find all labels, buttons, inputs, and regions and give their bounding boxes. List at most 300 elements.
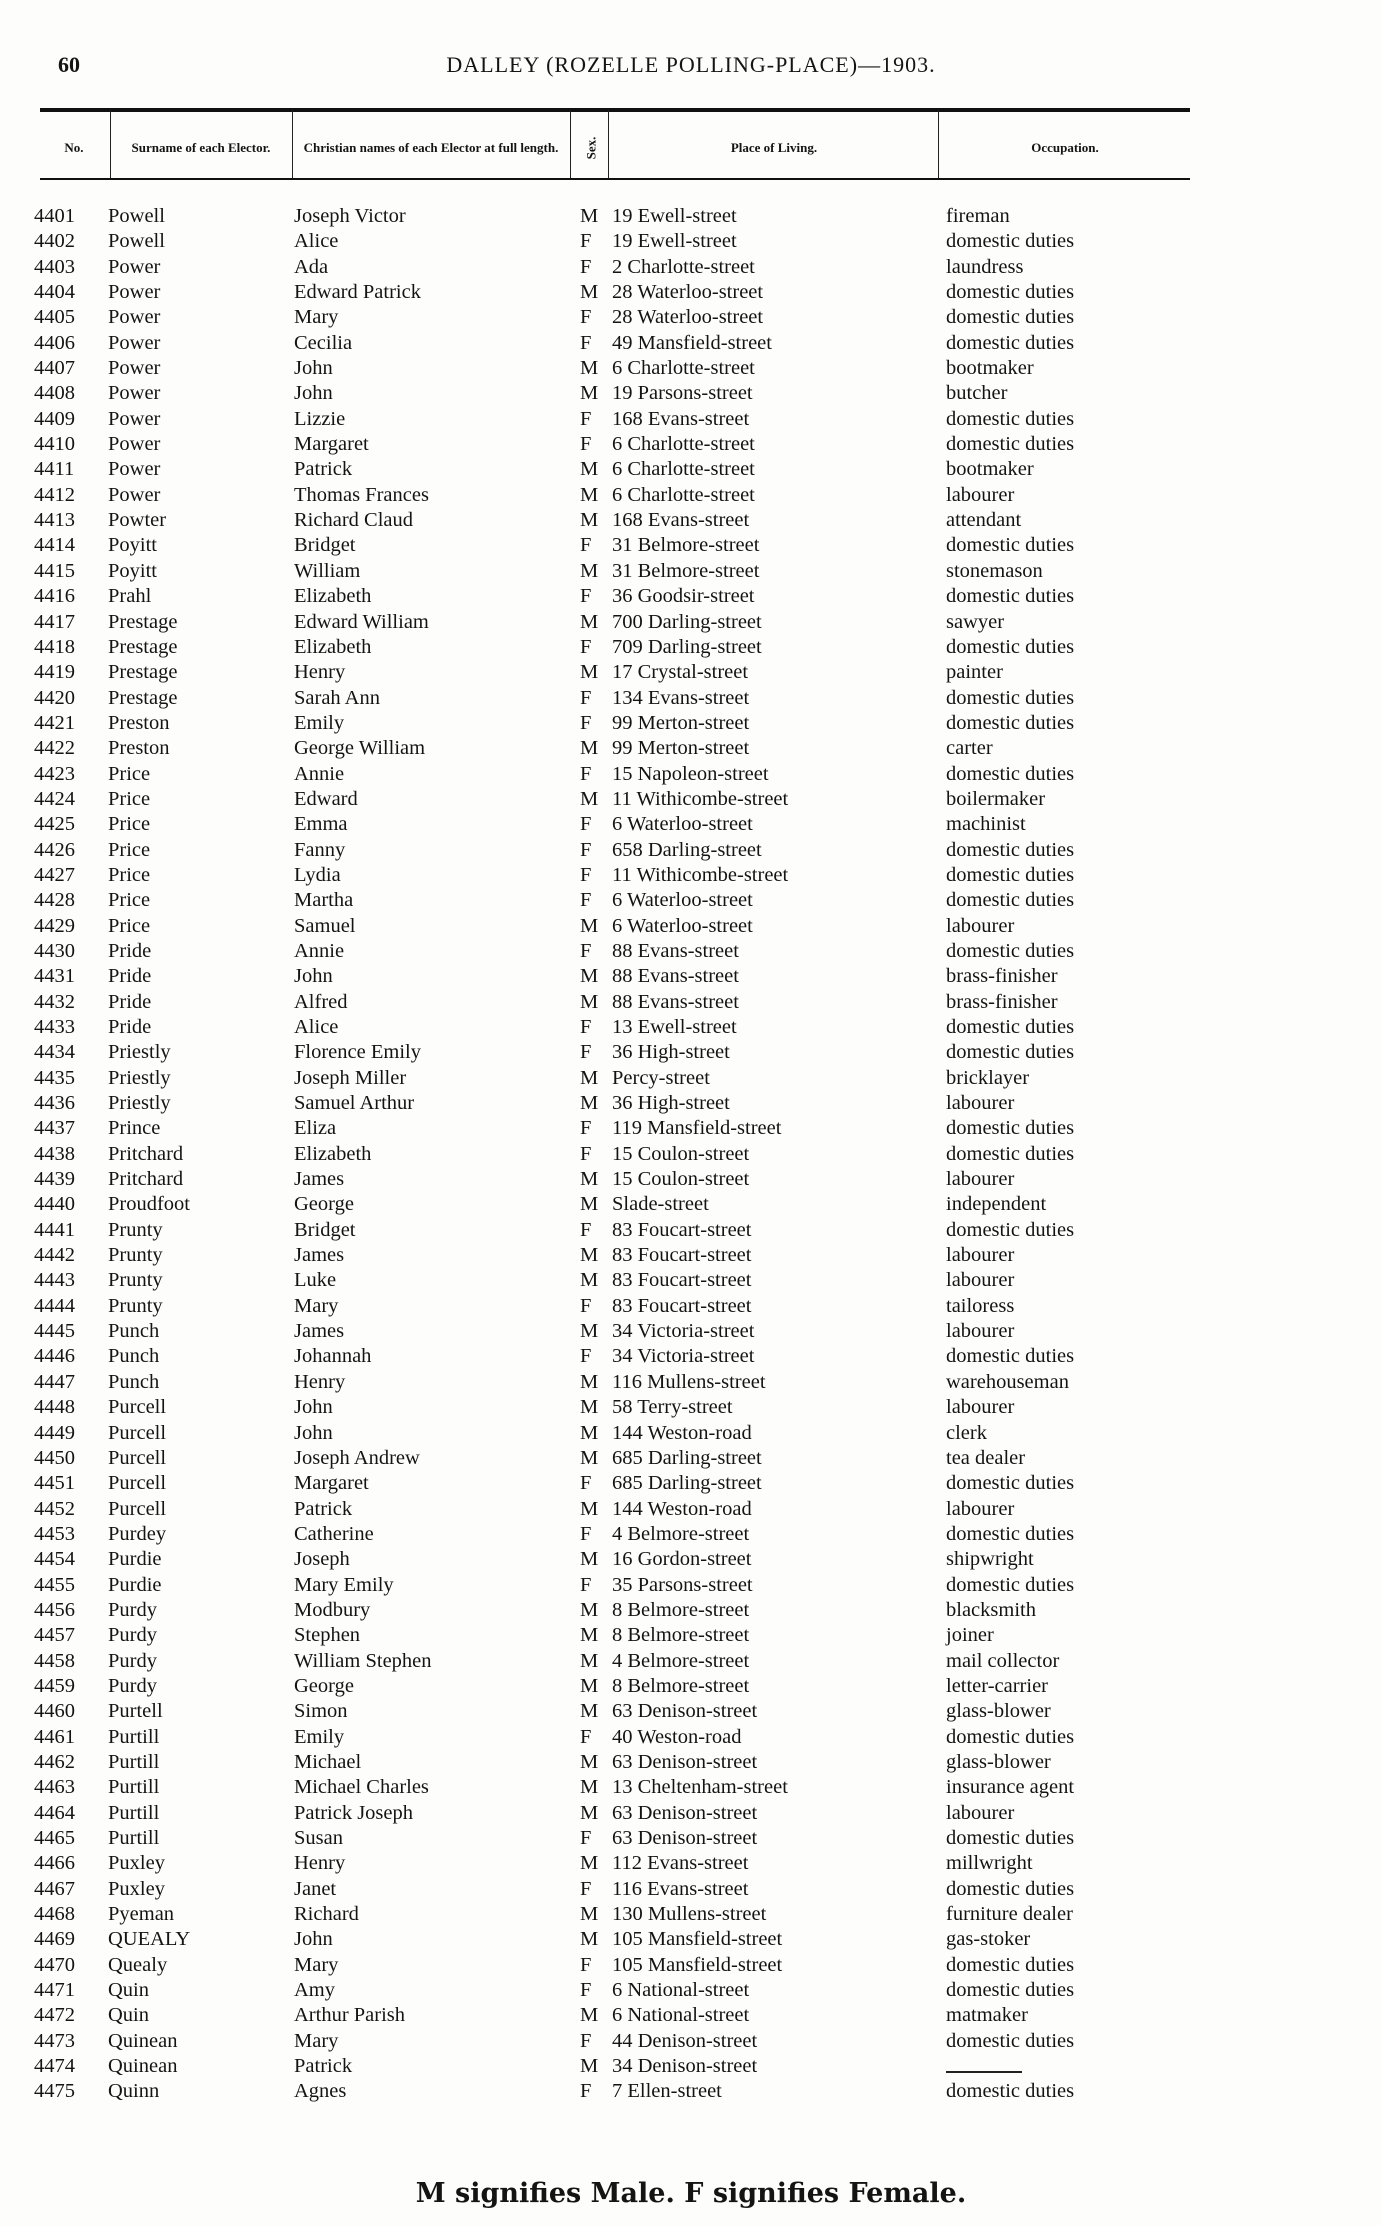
place-of-living: 685 Darling-street <box>612 1472 762 1495</box>
surname: Priestly <box>108 1092 171 1115</box>
place-of-living: 49 Mansfield-street <box>612 331 772 354</box>
place-of-living: 15 Coulon-street <box>612 1142 750 1165</box>
occupation: clerk <box>946 1421 987 1444</box>
place-of-living: 700 Darling-street <box>612 610 762 633</box>
occupation: furniture dealer <box>946 1903 1073 1926</box>
sex: F <box>580 433 592 456</box>
elector-number: 4459 <box>34 1674 75 1697</box>
occupation <box>946 2054 1022 2079</box>
table-row <box>0 863 1382 888</box>
christian-names: Arthur Parish <box>294 2004 406 2027</box>
christian-names: Margaret <box>294 1472 369 1495</box>
table-row <box>0 1750 1382 1775</box>
elector-number: 4408 <box>34 382 75 405</box>
place-of-living: 34 Denison-street <box>612 2055 758 2078</box>
surname: Prestage <box>108 686 178 709</box>
occupation: domestic duties <box>946 407 1075 430</box>
surname: Punch <box>108 1345 160 1368</box>
christian-names: Mary Emily <box>294 1573 394 1596</box>
christian-names: George <box>294 1674 354 1697</box>
elector-table <box>0 204 1382 2105</box>
sex: M <box>580 2055 599 2078</box>
surname: Quealy <box>108 1953 168 1976</box>
surname: Power <box>108 407 161 430</box>
christian-names: Martha <box>294 889 354 912</box>
place-of-living: 63 Denison-street <box>612 1827 758 1849</box>
table-row <box>0 1116 1382 1141</box>
occupation: carter <box>946 737 993 760</box>
elector-number: 4401 <box>34 205 75 227</box>
elector-number: 4466 <box>34 1852 75 1875</box>
elector-number: 4407 <box>34 357 75 380</box>
elector-number: 4423 <box>34 762 75 785</box>
footer-legend: M signifies Male. F signifies Female. <box>415 2178 967 2209</box>
elector-number: 4472 <box>34 2004 75 2027</box>
table-row <box>0 1015 1382 1040</box>
header-rule-bottom <box>40 178 1190 180</box>
occupation: domestic duties <box>946 1953 1075 1976</box>
elector-number: 4415 <box>34 559 75 582</box>
table-row <box>0 1446 1382 1471</box>
sex: M <box>580 1446 599 1469</box>
place-of-living: 105 Mansfield-street <box>612 1928 783 1951</box>
place-of-living: 8 Belmore-street <box>612 1598 750 1621</box>
sex: F <box>580 1522 592 1545</box>
table-row <box>0 1395 1382 1420</box>
surname: Powter <box>108 509 167 532</box>
surname: Puxley <box>108 1877 165 1900</box>
occupation: laundress <box>946 255 1024 278</box>
table-row <box>0 1218 1382 1243</box>
table-row <box>0 635 1382 660</box>
occupation: machinist <box>946 813 1026 836</box>
sex: F <box>580 1877 592 1900</box>
sex: M <box>580 483 599 506</box>
christian-names: Johannah <box>294 1345 372 1368</box>
christian-names: James <box>294 1244 345 1267</box>
christian-names: Edward William <box>294 610 429 633</box>
sex: M <box>580 787 599 810</box>
sex: F <box>580 813 592 836</box>
occupation: independent <box>946 1193 1047 1216</box>
christian-names: John <box>294 382 333 405</box>
place-of-living: 16 Gordon-street <box>612 1548 752 1571</box>
christian-names: Annie <box>294 939 345 962</box>
sex: M <box>580 1852 599 1875</box>
christian-names: Catherine <box>294 1522 374 1545</box>
surname: Pritchard <box>108 1168 184 1191</box>
elector-number: 4422 <box>34 737 75 760</box>
occupation: labourer <box>946 1269 1015 1292</box>
sex: F <box>580 2080 592 2103</box>
christian-names: Alfred <box>294 990 348 1013</box>
surname: Pride <box>108 965 152 988</box>
sex: F <box>580 1953 592 1976</box>
elector-number: 4444 <box>34 1294 75 1317</box>
sex: M <box>580 1700 599 1723</box>
sex: M <box>580 1066 599 1089</box>
occupation: domestic duties <box>946 838 1075 861</box>
christian-names: Patrick <box>294 1497 353 1520</box>
christian-names: Eliza <box>294 1117 337 1140</box>
sex: M <box>580 1269 599 1292</box>
table-row <box>0 1623 1382 1648</box>
sex: F <box>580 1345 592 1368</box>
christian-names: James <box>294 1168 345 1191</box>
place-of-living: 28 Waterloo-street <box>612 306 764 329</box>
surname: Purtill <box>108 1801 160 1824</box>
christian-names: Alice <box>294 1016 339 1038</box>
surname: Quin <box>108 2004 149 2027</box>
surname: Proudfoot <box>108 1193 190 1216</box>
sex: F <box>580 686 592 709</box>
elector-number: 4443 <box>34 1269 75 1292</box>
surname: Purdy <box>108 1649 157 1672</box>
sex: M <box>580 990 599 1013</box>
occupation: labourer <box>946 1092 1015 1115</box>
table-row <box>0 559 1382 584</box>
elector-number: 4433 <box>34 1016 75 1038</box>
sex: M <box>580 1903 599 1926</box>
christian-names: Mary <box>294 1953 339 1976</box>
surname: Purdy <box>108 1674 157 1697</box>
sex: M <box>580 1421 599 1444</box>
elector-number: 4469 <box>34 1928 75 1951</box>
column-header-occupation: Occupation. <box>1031 140 1099 155</box>
place-of-living: 112 Evans-street <box>612 1852 749 1875</box>
column-divider <box>292 110 293 178</box>
occupation: insurance agent <box>946 1776 1075 1799</box>
christian-names: Patrick <box>294 458 353 481</box>
surname: Purtill <box>108 1827 160 1849</box>
christian-names: Modbury <box>294 1598 371 1621</box>
sex: F <box>580 1573 592 1596</box>
elector-number: 4436 <box>34 1092 75 1115</box>
elector-number: 4465 <box>34 1827 75 1849</box>
elector-number: 4468 <box>34 1903 75 1926</box>
occupation: domestic duties <box>946 1979 1075 2002</box>
table-row <box>0 1268 1382 1293</box>
place-of-living: 13 Ewell-street <box>612 1016 737 1038</box>
table-row <box>0 407 1382 432</box>
occupation: attendant <box>946 509 1022 532</box>
occupation: sawyer <box>946 610 1005 633</box>
occupation: domestic duties <box>946 433 1075 456</box>
christian-names: Mary <box>294 1294 339 1317</box>
elector-number: 4446 <box>34 1345 75 1368</box>
sex: M <box>580 1370 599 1393</box>
surname: Prunty <box>108 1218 163 1241</box>
christian-names: Emma <box>294 813 348 836</box>
christian-names: Elizabeth <box>294 1142 372 1165</box>
elector-number: 4438 <box>34 1142 75 1165</box>
elector-number: 4413 <box>34 509 75 532</box>
sex: F <box>580 1218 592 1241</box>
occupation: labourer <box>946 914 1015 937</box>
elector-number: 4429 <box>34 914 75 937</box>
place-of-living: 28 Waterloo-street <box>612 281 764 304</box>
sex: M <box>580 281 599 304</box>
table-row <box>0 964 1382 989</box>
place-of-living: 116 Evans-street <box>612 1877 749 1900</box>
elector-number: 4450 <box>34 1446 75 1469</box>
sex: F <box>580 2029 592 2052</box>
elector-number: 4464 <box>34 1801 75 1824</box>
surname: Prestage <box>108 635 178 658</box>
occupation: domestic duties <box>946 939 1075 962</box>
sex: M <box>580 1928 599 1951</box>
christian-names: Cecilia <box>294 331 353 354</box>
table-row <box>0 229 1382 254</box>
table-row <box>0 381 1382 406</box>
occupation: labourer <box>946 1396 1015 1419</box>
sex: M <box>580 509 599 532</box>
christian-names: Sarah Ann <box>294 686 380 709</box>
elector-number: 4452 <box>34 1497 75 1520</box>
table-row <box>0 1040 1382 1065</box>
elector-number: 4406 <box>34 331 75 354</box>
surname: Powell <box>108 230 165 253</box>
table-row <box>0 1066 1382 1091</box>
place-of-living: 34 Victoria-street <box>612 1320 755 1343</box>
table-row <box>0 939 1382 964</box>
occupation: labourer <box>946 1168 1015 1191</box>
place-of-living: 15 Napoleon-street <box>612 762 769 785</box>
occupation: matmaker <box>946 2004 1028 2027</box>
place-of-living: 19 Ewell-street <box>612 205 737 227</box>
occupation: bootmaker <box>946 458 1034 481</box>
sex: M <box>580 559 599 582</box>
sex: F <box>580 1294 592 1317</box>
table-row <box>0 1547 1382 1572</box>
surname: Power <box>108 331 161 354</box>
place-of-living: 19 Ewell-street <box>612 230 737 253</box>
surname: Power <box>108 281 161 304</box>
christian-names: Bridget <box>294 1218 356 1241</box>
occupation: boilermaker <box>946 787 1046 810</box>
christian-names: Margaret <box>294 433 369 456</box>
surname: Poyitt <box>108 559 157 582</box>
table-row <box>0 1978 1382 2003</box>
occupation: domestic duties <box>946 331 1075 354</box>
place-of-living: 11 Withicombe-street <box>612 787 789 810</box>
elector-number: 4411 <box>34 458 75 481</box>
christian-names: William Stephen <box>294 1649 432 1672</box>
occupation: labourer <box>946 1497 1015 1520</box>
table-row <box>0 787 1382 812</box>
surname: Priestly <box>108 1041 171 1064</box>
place-of-living: Percy-street <box>612 1066 710 1089</box>
place-of-living: 35 Parsons-street <box>612 1573 753 1596</box>
sex: M <box>580 1649 599 1672</box>
christian-names: Joseph Miller <box>294 1066 407 1089</box>
sex: M <box>580 737 599 760</box>
surname: Prunty <box>108 1244 163 1267</box>
occupation: blacksmith <box>946 1598 1036 1621</box>
column-header-christian: Christian names of each Elector at full length. <box>303 140 559 155</box>
table-row <box>0 1471 1382 1496</box>
christian-names: Emily <box>294 1725 345 1748</box>
table-row <box>0 888 1382 913</box>
surname: Punch <box>108 1320 160 1343</box>
sex: M <box>580 1320 599 1343</box>
occupation: domestic duties <box>946 1016 1075 1038</box>
occupation: domestic duties <box>946 711 1075 734</box>
elector-number: 4455 <box>34 1573 75 1596</box>
christian-names: Joseph <box>294 1548 350 1571</box>
surname: Quinn <box>108 2080 160 2103</box>
christian-names: Thomas Frances <box>294 483 429 506</box>
place-of-living: 63 Denison-street <box>612 1700 758 1723</box>
elector-number: 4458 <box>34 1649 75 1672</box>
elector-number: 4460 <box>34 1700 75 1723</box>
surname: Pride <box>108 1016 152 1038</box>
christian-names: Joseph Victor <box>294 205 406 227</box>
christian-names: John <box>294 1396 333 1419</box>
place-of-living: 6 Waterloo-street <box>612 914 753 937</box>
sex: M <box>580 1548 599 1571</box>
christian-names: Agnes <box>294 2080 347 2103</box>
occupation: domestic duties <box>946 534 1075 557</box>
table-row <box>0 204 1382 229</box>
column-divider <box>110 110 111 178</box>
surname: Price <box>108 863 151 886</box>
table-row <box>0 1091 1382 1116</box>
christian-names: Elizabeth <box>294 635 372 658</box>
place-of-living: 44 Denison-street <box>612 2029 758 2052</box>
sex: F <box>580 585 592 608</box>
place-of-living: 144 Weston-road <box>612 1421 752 1444</box>
christian-names: Henry <box>294 661 346 684</box>
sex: F <box>580 407 592 430</box>
table-row <box>0 280 1382 305</box>
occupation: domestic duties <box>946 889 1075 912</box>
elector-number: 4404 <box>34 281 75 304</box>
surname: Punch <box>108 1370 160 1393</box>
place-of-living: 63 Denison-street <box>612 1750 758 1773</box>
table-row <box>0 1826 1382 1851</box>
elector-number: 4440 <box>34 1193 75 1216</box>
table-row <box>0 305 1382 330</box>
table-row <box>0 812 1382 837</box>
table-row <box>0 1573 1382 1598</box>
occupation: shipwright <box>946 1548 1034 1571</box>
surname: Pride <box>108 939 152 962</box>
elector-number: 4454 <box>34 1548 75 1571</box>
place-of-living: 6 Charlotte-street <box>612 357 755 380</box>
christian-names: Mary <box>294 306 339 329</box>
elector-number: 4405 <box>34 306 75 329</box>
table-row <box>0 1851 1382 1876</box>
occupation: brass-finisher <box>946 965 1058 988</box>
surname: Power <box>108 433 161 456</box>
surname: Purdie <box>108 1573 162 1596</box>
column-header-place: Place of Living. <box>730 140 818 155</box>
occupation: domestic duties <box>946 1522 1075 1545</box>
surname: Purtill <box>108 1725 160 1748</box>
column-divider <box>938 110 939 178</box>
table-row <box>0 1927 1382 1952</box>
table-row <box>0 1294 1382 1319</box>
surname: Purcell <box>108 1421 167 1444</box>
table-row <box>0 1699 1382 1724</box>
place-of-living: 7 Ellen-street <box>612 2080 722 2103</box>
place-of-living: 4 Belmore-street <box>612 1522 750 1545</box>
occupation: joiner <box>946 1624 994 1647</box>
table-row <box>0 990 1382 1015</box>
table-row <box>0 1877 1382 1902</box>
table-row <box>0 1801 1382 1826</box>
place-of-living: 134 Evans-street <box>612 686 750 709</box>
surname: Purcell <box>108 1446 167 1469</box>
surname: Preston <box>108 737 170 760</box>
surname: Power <box>108 458 161 481</box>
occupation: domestic duties <box>946 1218 1075 1241</box>
sex: F <box>580 331 592 354</box>
surname: Quinean <box>108 2029 178 2052</box>
elector-number: 4403 <box>34 255 75 278</box>
surname: QUEALY <box>108 1928 191 1951</box>
sex: M <box>580 2004 599 2027</box>
surname: Quin <box>108 1979 149 2002</box>
occupation: letter-carrier <box>946 1674 1048 1697</box>
place-of-living: 83 Foucart-street <box>612 1218 752 1241</box>
table-row <box>0 1192 1382 1217</box>
sex: F <box>580 1725 592 1748</box>
table-row <box>0 1953 1382 1978</box>
elector-number: 4461 <box>34 1725 75 1748</box>
christian-names: Henry <box>294 1370 346 1393</box>
occupation: bricklayer <box>946 1066 1030 1089</box>
occupation: domestic duties <box>946 1041 1075 1064</box>
surname: Pyeman <box>108 1903 175 1926</box>
surname: Price <box>108 889 151 912</box>
christian-names: Stephen <box>294 1624 361 1647</box>
elector-number: 4447 <box>34 1370 75 1393</box>
elector-number: 4426 <box>34 838 75 861</box>
christian-names: Janet <box>294 1877 337 1900</box>
occupation: labourer <box>946 1801 1015 1824</box>
surname: Poyitt <box>108 534 157 557</box>
christian-names: Ada <box>294 255 329 278</box>
place-of-living: 88 Evans-street <box>612 939 739 962</box>
occupation: domestic duties <box>946 635 1075 658</box>
place-of-living: 168 Evans-street <box>612 509 750 532</box>
occupation: glass-blower <box>946 1750 1051 1773</box>
table-row <box>0 711 1382 736</box>
elector-number: 4424 <box>34 787 75 810</box>
occupation: stonemason <box>946 559 1043 582</box>
place-of-living: 105 Mansfield-street <box>612 1953 783 1976</box>
table-row <box>0 1649 1382 1674</box>
elector-number: 4421 <box>34 711 75 734</box>
sex: M <box>580 1598 599 1621</box>
surname: Purtell <box>108 1700 163 1723</box>
occupation: butcher <box>946 382 1008 405</box>
sex: F <box>580 889 592 912</box>
elector-number: 4439 <box>34 1168 75 1191</box>
sex: F <box>580 1142 592 1165</box>
table-row <box>0 508 1382 533</box>
surname: Price <box>108 762 151 785</box>
table-row <box>0 736 1382 761</box>
christian-names: Joseph Andrew <box>294 1446 420 1469</box>
place-of-living: 6 Charlotte-street <box>612 433 755 456</box>
elector-number: 4430 <box>34 939 75 962</box>
table-row <box>0 356 1382 381</box>
place-of-living: 11 Withicombe-street <box>612 863 789 886</box>
sex: F <box>580 1016 592 1038</box>
